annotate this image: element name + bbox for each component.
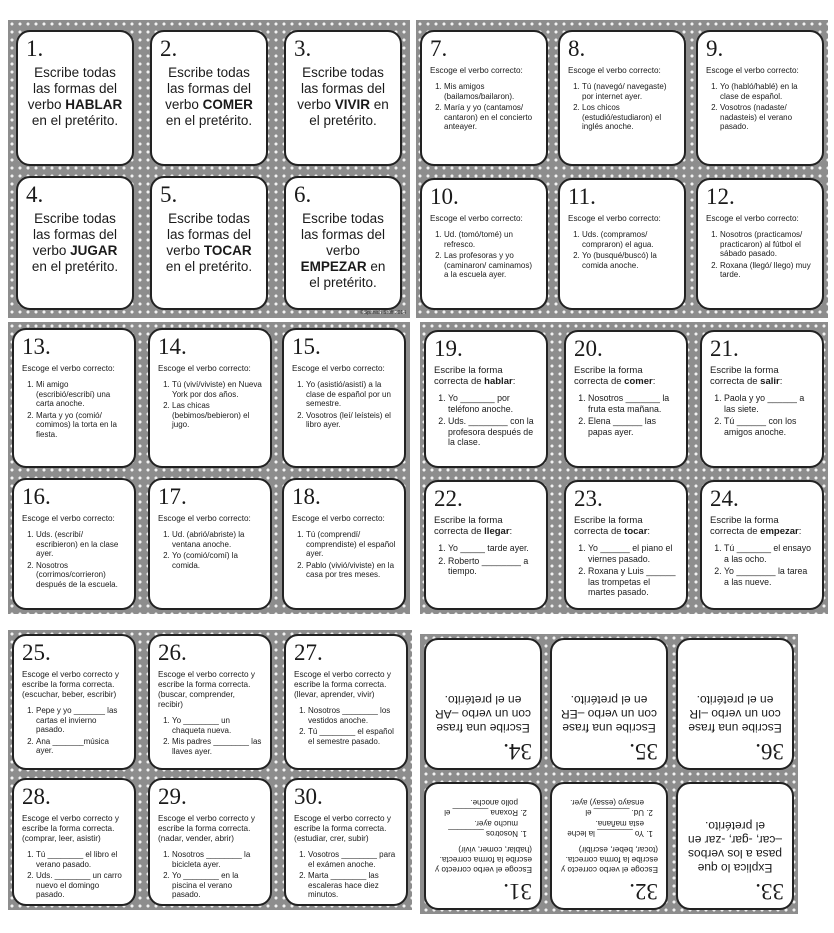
question-item: 2. Yo ________ en la piscina el verano pasado. xyxy=(172,871,262,900)
question-item: 1. Tú (viví/viviste) en Nueva York por dos años. xyxy=(172,380,262,399)
question-item: 2. Tú ______ con los amigos anoche. xyxy=(724,416,814,437)
task-card-15 xyxy=(282,328,406,468)
question-list xyxy=(710,393,814,437)
question-item: 1. Nosotros (practicamos/ practicaron) al fútbol el sábado pasado. xyxy=(720,230,814,259)
copyright-stamp: ©Spanish Stuff 2014 xyxy=(360,310,406,316)
question-list xyxy=(430,230,538,280)
question-item: 1. Paola y yo ______ a las siete. xyxy=(724,393,814,414)
question-item: 1. Yo ______ el piano el viernes pasado. xyxy=(588,543,678,564)
question-item: 2. Marta y yo (comió/ comimos) la torta en la fiesta. xyxy=(36,411,126,440)
question-item: 1. Ud. (tomó/tomé) un refresco. xyxy=(444,230,538,249)
question-item: 2. Roberto ________ a tiempo. xyxy=(448,556,538,577)
card-number: 19. xyxy=(434,336,463,361)
question-item: 2. Los chicos (estudió/estudiaron) el inglés anoche. xyxy=(582,103,676,132)
question-item: 2. Roxana ________ el pollo anoche. xyxy=(434,798,518,817)
question-item: 2. Las profesoras y yo (caminaron/ caminamos) a la escuela ayer. xyxy=(444,251,538,280)
card-text: Escribe todas las formas del verbo COMER en el pretérito. xyxy=(165,65,253,128)
card-instruction: Escoge el verbo correcto: xyxy=(292,514,385,523)
question-list xyxy=(158,716,262,756)
card-text: Escribe una frase con un verbo –IR en el pretérito. xyxy=(688,693,782,735)
question-item: 1. Uds. (escribí/ escribieron) en la clase ayer. xyxy=(36,530,126,559)
question-item: 2. Uds. ________ con la profesora después de la clase. xyxy=(448,416,538,448)
question-item: 1. Tú (comprendí/ comprendiste) el español ayer. xyxy=(306,530,396,559)
worksheet-page-2 xyxy=(416,20,828,318)
question-item: 2. Ana _______música ayer. xyxy=(36,737,126,756)
task-card-6 xyxy=(284,176,402,310)
card-number: 32. xyxy=(629,879,658,904)
task-card-25 xyxy=(12,634,136,770)
task-card-4 xyxy=(16,176,134,310)
question-item: 2. María y yo (cantamos/ cantaron) en el concierto anteayer. xyxy=(444,103,538,132)
card-number: 20. xyxy=(574,336,603,361)
question-item: 2. Mis padres ________ las llaves ayer. xyxy=(172,737,262,756)
task-card-30 xyxy=(284,778,408,906)
worksheet-page-6-upside-down xyxy=(420,634,798,914)
card-text: Escribe todas las formas del verbo JUGAR en el pretérito. xyxy=(31,211,119,274)
card-number: 6. xyxy=(294,182,312,207)
card-number: 14. xyxy=(158,334,187,359)
card-number: 11. xyxy=(568,184,596,209)
card-number: 31. xyxy=(503,879,532,904)
task-card-26 xyxy=(148,634,272,770)
card-instruction: Escoge el verbo correcto: xyxy=(706,214,799,223)
card-number: 4. xyxy=(26,182,44,207)
card-number: 28. xyxy=(22,784,51,809)
card-instruction: Escoge el verbo correcto: xyxy=(158,364,251,373)
card-number: 9. xyxy=(706,36,724,61)
card-number: 5. xyxy=(160,182,178,207)
question-item: 2. Elena ______ las papas ayer. xyxy=(588,416,678,437)
question-list xyxy=(706,82,814,132)
card-instruction: Escribe la forma correcta de comer: xyxy=(574,365,656,387)
question-list xyxy=(574,393,678,437)
task-card-10 xyxy=(420,178,548,310)
task-card-32 xyxy=(550,782,668,910)
card-number: 29. xyxy=(158,784,187,809)
card-number: 17. xyxy=(158,484,187,509)
task-card-23 xyxy=(564,480,688,610)
card-instruction: Escoge el verbo correcto: xyxy=(22,514,115,523)
question-list xyxy=(292,530,396,580)
card-instruction: Escoge el verbo correcto: xyxy=(292,364,385,373)
task-card-24 xyxy=(700,480,824,610)
question-item: 2. Pablo (vivió/viviste) en la casa por tres meses. xyxy=(306,561,396,580)
card-text: Escribe todas las formas del verbo EMPEZAR en el pretérito. xyxy=(300,211,386,290)
question-list xyxy=(22,380,126,440)
task-card-34 xyxy=(424,638,542,770)
question-list xyxy=(22,850,126,900)
card-number: 35. xyxy=(629,739,658,764)
question-item: 1. Vosotros ________ para el exámen anoche. xyxy=(308,850,398,869)
task-card-9 xyxy=(696,30,824,166)
question-item: 2. Ud. ________ el ensayo (essay) ayer. xyxy=(560,798,644,817)
question-list xyxy=(710,543,814,587)
task-card-22 xyxy=(424,480,548,610)
task-card-18 xyxy=(282,478,406,610)
task-card-11 xyxy=(558,178,686,310)
card-instruction: Escribe la forma correcta de hablar: xyxy=(434,365,516,387)
card-text: Explica lo que pasa a los verbos –car, -gar, -zar en el pretérito. xyxy=(687,819,783,875)
card-instruction: Escoge el verbo correcto y escribe la forma correcta. (buscar, comprender, recibir) xyxy=(158,670,255,709)
card-text: Escribe todas las formas del verbo VIVIR en el pretérito. xyxy=(297,65,389,128)
card-instruction: Escribe la forma correcta de tocar: xyxy=(574,515,651,537)
card-instruction: Escoge el verbo correcto: xyxy=(568,214,661,223)
card-instruction: Escoge el verbo correcto y escribe la forma correcta. (estudiar, crer, subir) xyxy=(294,814,391,843)
card-number: 8. xyxy=(568,36,586,61)
task-card-12 xyxy=(696,178,824,310)
question-item: 1. Tú _______ el ensayo a las ocho. xyxy=(724,543,814,564)
task-card-31 xyxy=(424,782,542,910)
task-card-13 xyxy=(12,328,136,468)
task-card-27 xyxy=(284,634,408,770)
card-number: 24. xyxy=(710,486,739,511)
card-number: 30. xyxy=(294,784,323,809)
question-item: 1. Mis amigos (bailamos/bailaron). xyxy=(444,82,538,101)
card-instruction: Escribe la forma correcta de empezar: xyxy=(710,515,802,537)
question-list xyxy=(158,850,262,900)
card-number: 18. xyxy=(292,484,321,509)
question-list xyxy=(434,393,538,448)
question-item: 1. Nosotros ________ los vestidos anoche. xyxy=(308,706,398,725)
question-list xyxy=(568,230,676,270)
card-text: Escribe todas las formas del verbo HABLAR en el pretérito. xyxy=(27,65,123,128)
question-item: 1. Uds. (compramos/ compraron) el agua. xyxy=(582,230,676,249)
question-item: 2. Marta ________ las escaleras hace diez minutos. xyxy=(308,871,398,900)
question-item: 1. Yo ________ la leche esta mañana. xyxy=(560,819,644,838)
card-number: 36. xyxy=(755,739,784,764)
card-number: 2. xyxy=(160,36,178,61)
card-number: 12. xyxy=(706,184,735,209)
question-item: 1. Tú (navegó/ navegaste) por internet ayer. xyxy=(582,82,676,101)
question-list xyxy=(294,706,398,746)
card-text: Escribe una frase con un verbo –ER en el pretérito. xyxy=(560,693,658,735)
question-item: 1. Ud. (abrió/abriste) la ventana anoche. xyxy=(172,530,262,549)
question-item: 1. Nosotros ________ la bicicleta ayer. xyxy=(172,850,262,869)
question-item: 1. Yo _______ por teléfono anoche. xyxy=(448,393,538,414)
worksheet-page-1 xyxy=(8,20,410,318)
card-instruction: Escoge el verbo correcto: xyxy=(22,364,115,373)
question-item: 2. Las chicas (bebimos/bebieron) el jugo. xyxy=(172,401,262,430)
card-number: 22. xyxy=(434,486,463,511)
card-number: 27. xyxy=(294,640,323,665)
task-card-33 xyxy=(676,782,794,910)
card-instruction: Escribe la forma correcta de llegar: xyxy=(434,515,513,537)
task-card-14 xyxy=(148,328,272,468)
question-item: 2. Vosotros (leí/ leísteis) el libro ayer. xyxy=(306,411,396,430)
question-item: 2. Roxana y Luis ______ las trompetas el martes pasado. xyxy=(588,566,678,598)
question-list xyxy=(706,230,814,280)
task-card-3 xyxy=(284,30,402,166)
question-item: 2. Yo (comió/comí) la comida. xyxy=(172,551,262,570)
question-item: 2. Nosotros (corrimos/corrieron) después de la escuela. xyxy=(36,561,126,590)
task-card-21 xyxy=(700,330,824,468)
task-card-8 xyxy=(558,30,686,166)
question-list xyxy=(560,798,658,838)
card-number: 26. xyxy=(158,640,187,665)
task-card-19 xyxy=(424,330,548,468)
card-number: 16. xyxy=(22,484,51,509)
card-number: 10. xyxy=(430,184,459,209)
question-item: 2. Yo (busqué/buscó) la comida anoche. xyxy=(582,251,676,270)
task-card-16 xyxy=(12,478,136,610)
card-number: 3. xyxy=(294,36,312,61)
card-instruction: Escoge el verbo correcto: xyxy=(430,214,523,223)
worksheet-page-3 xyxy=(8,322,410,614)
question-item: 1. Tú ________ el libro el verano pasado. xyxy=(36,850,126,869)
question-list xyxy=(292,380,396,430)
question-item: 2. Tú ________ el español el semestre pasado. xyxy=(308,727,398,746)
card-instruction: Escoge el verbo correcto: xyxy=(568,66,661,75)
worksheet-page-5 xyxy=(8,630,412,910)
task-card-2 xyxy=(150,30,268,166)
card-instruction: Escoge el verbo correcto y escribe la forma correcta. (comprar, leer, asistir) xyxy=(22,814,119,843)
task-card-20 xyxy=(564,330,688,468)
question-item: 2. Yo ________ la tarea a las nueve. xyxy=(724,566,814,587)
task-card-35 xyxy=(550,638,668,770)
card-number: 34. xyxy=(503,739,532,764)
question-item: 2. Vosotros (nadaste/ nadasteis) el verano pasado. xyxy=(720,103,814,132)
card-number: 25. xyxy=(22,640,51,665)
task-card-17 xyxy=(148,478,272,610)
question-item: 1. Pepe y yo _______ las cartas el invierno pasado. xyxy=(36,706,126,735)
question-item: 1. Yo (asistió/asistí) a la clase de español por un semestre. xyxy=(306,380,396,409)
card-number: 13. xyxy=(22,334,51,359)
question-item: 1. Yo ________ un chaqueta nueva. xyxy=(172,716,262,735)
task-card-5 xyxy=(150,176,268,310)
card-instruction: Escoge el verbo correcto y escribe la forma correcta. (escuchar, beber, escribir) xyxy=(22,670,119,699)
question-list xyxy=(568,82,676,132)
card-number: 7. xyxy=(430,36,448,61)
card-instruction: Escoge el verbo correcto y escribe la forma correcta. (hablar, comer, vivir) xyxy=(435,845,532,874)
question-list xyxy=(434,798,532,838)
worksheet-page-4 xyxy=(420,322,828,614)
question-item: 1. Yo _____ tarde ayer. xyxy=(448,543,538,554)
card-text: Escribe una frase con un verbo –AR en el pretérito. xyxy=(434,693,532,735)
card-text: Escribe todas las formas del verbo TOCAR en el pretérito. xyxy=(165,211,253,274)
card-instruction: Escoge el verbo correcto y escribe la forma correcta. (nadar, vender, abrir) xyxy=(158,814,255,843)
card-instruction: Escoge el verbo correcto y escribe la forma correcta. (llevar, aprender, vivir) xyxy=(294,670,391,699)
question-list xyxy=(574,543,678,598)
question-item: 1. Nosotros _______ la fruta esta mañana. xyxy=(588,393,678,414)
question-list xyxy=(434,543,538,577)
question-list xyxy=(158,530,262,570)
card-number: 1. xyxy=(26,36,44,61)
card-instruction: Escoge el verbo correcto y escribe la forma correcta. (tocar, beber, escribir) xyxy=(561,845,658,874)
question-item: 1. Nosotros ________ mucho ayer. xyxy=(434,819,518,838)
question-item: 1. Yo (habló/hablé) en la clase de español. xyxy=(720,82,814,101)
card-number: 21. xyxy=(710,336,739,361)
task-card-1 xyxy=(16,30,134,166)
card-instruction: Escoge el verbo correcto: xyxy=(158,514,251,523)
card-instruction: Escoge el verbo correcto: xyxy=(430,66,523,75)
question-item: 2. Roxana (llegó/ llego) muy tarde. xyxy=(720,261,814,280)
task-card-28 xyxy=(12,778,136,906)
question-list xyxy=(294,850,398,900)
question-list xyxy=(22,530,126,590)
card-number: 15. xyxy=(292,334,321,359)
question-item: 1. Mi amigo (escribió/escribí) una carta anoche. xyxy=(36,380,126,409)
question-list xyxy=(22,706,126,756)
task-card-29 xyxy=(148,778,272,906)
question-item: 2. Uds. ________ un carro nuevo el domingo pasado. xyxy=(36,871,126,900)
card-number: 23. xyxy=(574,486,603,511)
question-list xyxy=(158,380,262,430)
question-list xyxy=(430,82,538,132)
card-instruction: Escoge el verbo correcto: xyxy=(706,66,799,75)
task-card-7 xyxy=(420,30,548,166)
card-number: 33. xyxy=(755,879,784,904)
task-card-36 xyxy=(676,638,794,770)
card-instruction: Escribe la forma correcta de salir: xyxy=(710,365,783,387)
